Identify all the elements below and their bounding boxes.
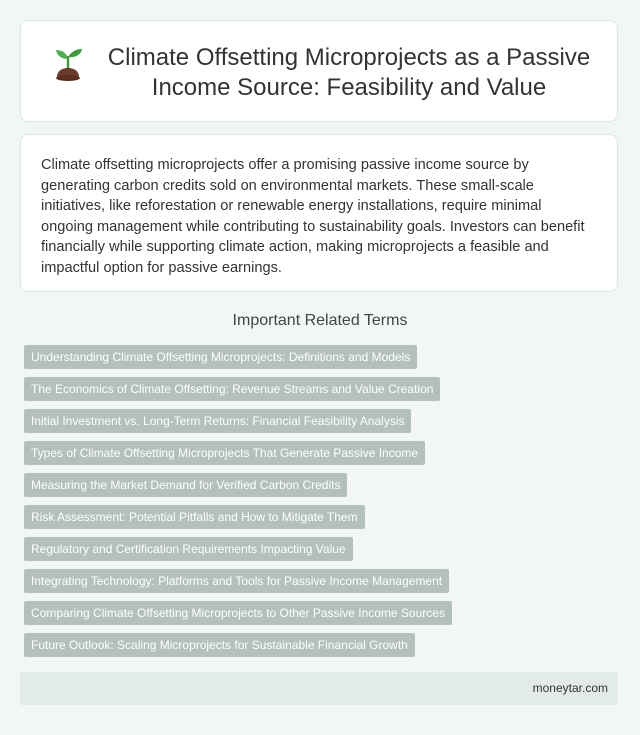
related-terms-heading: Important Related Terms (232, 312, 408, 329)
sprout-icon (51, 45, 85, 85)
related-terms-list (24, 345, 624, 665)
related-term-link[interactable]: Future Outlook: Scaling Microprojects for Sustainable Financial Growth (24, 633, 415, 657)
footer-site-link[interactable]: moneytar.com (532, 681, 608, 695)
related-term-link[interactable]: Initial Investment vs. Long-Term Returns: Financial Feasibility Analysis (24, 409, 411, 433)
related-term-link[interactable]: Types of Climate Offsetting Microprojects That Generate Passive Income (24, 441, 425, 465)
page-title: Climate Offsetting Microprojects as a Passive Income Source: Feasibility and Value (107, 44, 591, 101)
related-term-link[interactable]: Measuring the Market Demand for Verified Carbon Credits (24, 473, 347, 497)
summary-card (20, 134, 618, 292)
related-term-link[interactable]: Integrating Technology: Platforms and Tools for Passive Income Management (24, 569, 449, 593)
related-term-link[interactable]: Understanding Climate Offsetting Microprojects: Definitions and Models (24, 345, 417, 369)
title-card (20, 20, 618, 122)
footer (20, 672, 618, 705)
summary-text: Climate offsetting microprojects offer a promising passive income source by generating carbon credits sold on environmental markets. These small-scale initiatives, like reforestation or renewable energy installations, require minimal ongoing management while contributing to sustainability goals. Investors can benefit financially while supporting climate action, making microprojects a feasible and impactful option for passive earnings. (41, 157, 585, 276)
related-term-link[interactable]: Regulatory and Certification Requirements Impacting Value (24, 537, 353, 561)
related-term-link[interactable]: Risk Assessment: Potential Pitfalls and How to Mitigate Them (24, 505, 365, 529)
related-term-link[interactable]: The Economics of Climate Offsetting: Revenue Streams and Value Creation (24, 377, 440, 401)
related-term-link[interactable]: Comparing Climate Offsetting Microprojects to Other Passive Income Sources (24, 601, 452, 625)
